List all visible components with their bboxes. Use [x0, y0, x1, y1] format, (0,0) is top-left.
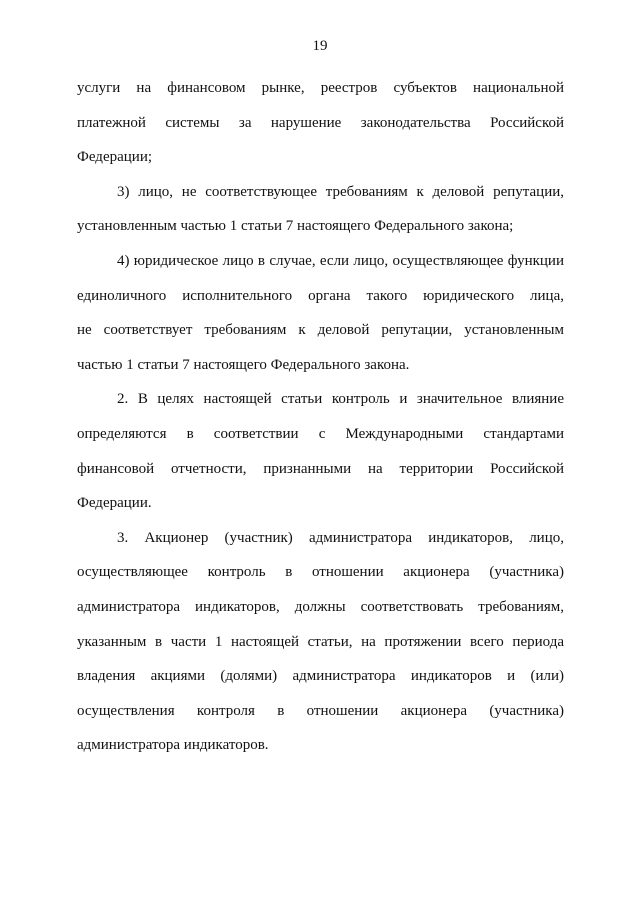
text-line: администратора индикаторов, должны соответствовать требованиям,	[77, 598, 564, 615]
list-item-3: 3) лицо, не соответствующее требованиям к деловой репутации,	[117, 183, 564, 200]
text-line: услуги на финансовом рынке, реестров субъектов национальной	[77, 80, 564, 96]
text-line: осуществляющее контроль в отношении акционера (участника)	[77, 564, 564, 581]
text-line: не соответствует требованиям к деловой репутации, установленным	[77, 322, 564, 339]
text-line: установленным частью 1 статьи 7 настоящего Федерального закона;	[77, 218, 514, 235]
text-line: платежной системы за нарушение законодательства Российской	[77, 114, 564, 131]
text-line: осуществления контроля в отношении акционера (участника)	[77, 702, 564, 719]
paragraph-2: 2. В целях настоящей статьи контроль и значительное влияние	[117, 391, 564, 408]
text-line: Федерации.	[77, 495, 152, 512]
text-line: определяются в соответствии с Международными стандартами	[77, 425, 564, 442]
document-body	[77, 78, 564, 770]
list-item-4: 4) юридическое лицо в случае, если лицо, осуществляющее функции	[117, 252, 564, 269]
paragraph-3: 3. Акционер (участник) администратора индикаторов, лицо,	[117, 529, 564, 546]
text-line: частью 1 статьи 7 настоящего Федерального закона.	[77, 356, 410, 373]
text-line: указанным в части 1 настоящей статьи, на протяжении всего периода	[77, 633, 564, 650]
text-line: Федерации;	[77, 149, 153, 166]
text-line: единоличного исполнительного органа такого юридического лица,	[77, 287, 564, 304]
page-number: 19	[312, 38, 328, 54]
text-line: финансовой отчетности, признанными на территории Российской	[77, 460, 564, 477]
text-line: администратора индикаторов.	[77, 737, 269, 754]
text-line: владения акциями (долями) администратора индикаторов и (или)	[77, 668, 564, 685]
